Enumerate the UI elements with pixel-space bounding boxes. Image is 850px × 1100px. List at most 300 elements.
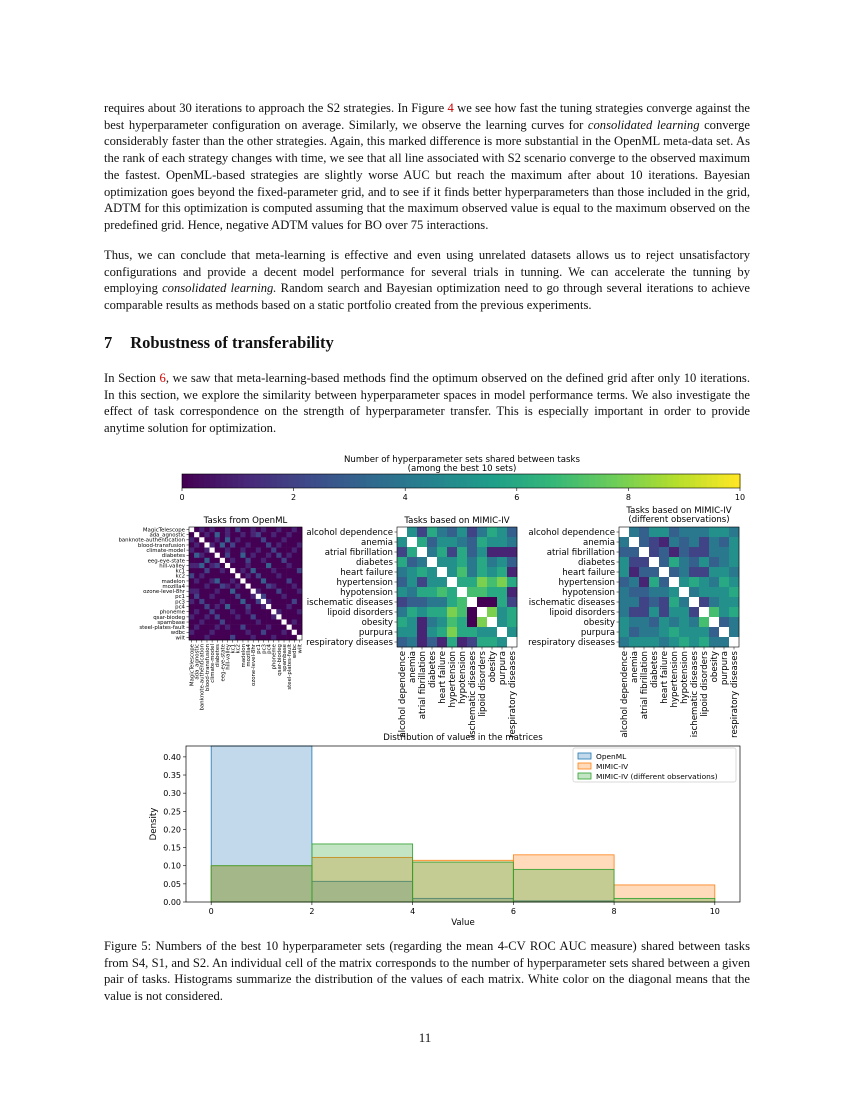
heatmap-openml-cell bbox=[261, 594, 266, 599]
heatmap-openml-cell bbox=[215, 589, 220, 594]
heatmap-openml-cell bbox=[225, 563, 230, 568]
heatmap-mimic-diff-cell bbox=[619, 567, 629, 577]
colorbar-segment bbox=[338, 474, 344, 488]
heatmap-openml-cell bbox=[210, 594, 215, 599]
heatmap-openml-cell bbox=[189, 614, 194, 619]
histogram-ytick-label: 0.00 bbox=[163, 898, 181, 907]
heatmap-openml-xlabel: pc3 bbox=[261, 644, 268, 654]
heatmap-mimic-cell bbox=[397, 577, 407, 587]
heatmap-openml-cell bbox=[251, 578, 256, 583]
heatmap-mimic-cell bbox=[417, 577, 427, 587]
heatmap-openml-cell bbox=[204, 537, 209, 542]
heatmap-openml-cell bbox=[189, 578, 194, 583]
heatmap-openml-cell bbox=[215, 584, 220, 589]
heatmap-openml-cell bbox=[225, 589, 230, 594]
heatmap-openml-cell bbox=[230, 619, 235, 624]
heatmap-mimic-cell bbox=[497, 557, 507, 567]
heatmap-mimic-diff-cell bbox=[629, 567, 639, 577]
heatmap-openml-cell bbox=[204, 548, 209, 553]
heatmap-mimic-diff-cell bbox=[699, 577, 709, 587]
heatmap-openml-cell bbox=[194, 635, 199, 640]
heatmap-openml-cell bbox=[210, 589, 215, 594]
heatmap-mimic-cell bbox=[447, 627, 457, 637]
heatmap-openml-cell bbox=[235, 604, 240, 609]
heatmap-openml-cell bbox=[215, 558, 220, 563]
heatmap-mimic-diff-cell bbox=[659, 597, 669, 607]
heatmap-mimic-xlabel: respiratory diseases bbox=[508, 651, 519, 738]
heatmap-openml-cell bbox=[199, 604, 204, 609]
heatmap-mimic-cell bbox=[417, 627, 427, 637]
heatmap-openml-ylabel: phoneme bbox=[159, 609, 185, 616]
heatmap-openml-cell bbox=[194, 553, 199, 558]
heatmap-openml-xlabel: steel-plates-fault bbox=[287, 644, 294, 690]
colorbar-segment bbox=[718, 474, 724, 488]
heatmap-openml-cell bbox=[271, 578, 276, 583]
heatmap-openml-cell bbox=[225, 604, 230, 609]
heatmap-openml-cell bbox=[235, 584, 240, 589]
heatmap-openml-cell bbox=[287, 630, 292, 635]
heatmap-mimic-ylabel: obesity bbox=[361, 618, 393, 629]
heatmap-openml-cell bbox=[194, 548, 199, 553]
heatmap-openml-cell bbox=[215, 542, 220, 547]
heatmap-mimic-diff-cell bbox=[649, 617, 659, 627]
heatmap-mimic-diff-cell bbox=[719, 577, 729, 587]
heatmap-mimic-cell bbox=[407, 617, 417, 627]
heatmap-openml-cell bbox=[210, 625, 215, 630]
heatmap-openml-cell bbox=[281, 542, 286, 547]
heatmap-openml-cell bbox=[287, 558, 292, 563]
heatmap-openml-cell bbox=[194, 542, 199, 547]
heatmap-openml-cell bbox=[215, 635, 220, 640]
colorbar-segment bbox=[640, 474, 646, 488]
heatmap-mimic-cell bbox=[457, 607, 467, 617]
heatmap-openml-xlabel: kc1 bbox=[230, 644, 237, 654]
heatmap-mimic-diff-ylabel: diabetes bbox=[578, 558, 615, 569]
colorbar-segment bbox=[333, 474, 339, 488]
heatmap-openml-cell bbox=[276, 614, 281, 619]
heatmap-openml-cell bbox=[199, 553, 204, 558]
heatmap-mimic-cell bbox=[487, 617, 497, 627]
heatmap-openml-cell bbox=[246, 584, 251, 589]
heatmap-openml-cell bbox=[276, 599, 281, 604]
heatmap-openml-cell bbox=[194, 584, 199, 589]
histogram-xtick-label: 0 bbox=[208, 907, 214, 916]
colorbar-segment bbox=[288, 474, 294, 488]
heatmap-openml-cell bbox=[251, 568, 256, 573]
heatmap-openml-cell bbox=[276, 568, 281, 573]
heatmap-mimic-diff-cell bbox=[679, 607, 689, 617]
heatmap-openml-cell bbox=[220, 589, 225, 594]
heatmap-mimic-cell bbox=[457, 597, 467, 607]
heatmap-mimic-diff-cell bbox=[649, 547, 659, 557]
heatmap-openml-cell bbox=[251, 635, 256, 640]
heatmap-openml-cell bbox=[271, 594, 276, 599]
heatmap-openml-cell bbox=[246, 635, 251, 640]
heatmap-openml-cell bbox=[276, 609, 281, 614]
colorbar-segment bbox=[433, 474, 439, 488]
legend-swatch bbox=[578, 773, 591, 779]
heatmap-mimic-diff-cell bbox=[719, 547, 729, 557]
heatmap-openml-cell bbox=[287, 625, 292, 630]
heatmap-mimic-cell bbox=[407, 527, 417, 537]
heatmap-openml-cell bbox=[210, 563, 215, 568]
heatmap-openml-cell bbox=[261, 568, 266, 573]
heatmap-mimic-diff-cell bbox=[619, 617, 629, 627]
heatmap-openml-xlabel: wdbc bbox=[292, 644, 299, 659]
heatmap-openml-cell bbox=[210, 599, 215, 604]
heatmap-mimic-diff-cell bbox=[679, 577, 689, 587]
heatmap-openml-cell bbox=[235, 548, 240, 553]
heatmap-openml-cell bbox=[246, 548, 251, 553]
colorbar-segment bbox=[534, 474, 540, 488]
heatmap-openml-cell bbox=[189, 532, 194, 537]
heatmap-openml-cell bbox=[225, 625, 230, 630]
colorbar-segment bbox=[316, 474, 322, 488]
heatmap-openml-ylabel: steel-plates-fault bbox=[139, 625, 185, 632]
heatmap-openml-cell bbox=[235, 589, 240, 594]
heatmap-mimic-diff-cell bbox=[729, 607, 739, 617]
heatmap-mimic-cell bbox=[507, 557, 517, 567]
heatmap-openml-cell bbox=[230, 548, 235, 553]
heatmap-openml-cell bbox=[220, 563, 225, 568]
heatmap-mimic-diff-ylabel: anemia bbox=[582, 538, 615, 549]
heatmap-openml-cell bbox=[225, 527, 230, 532]
heatmap-openml-cell bbox=[297, 589, 302, 594]
heatmap-mimic-diff-cell bbox=[729, 547, 739, 557]
heatmap-mimic-cell bbox=[407, 607, 417, 617]
heatmap-openml-cell bbox=[297, 594, 302, 599]
heatmap-openml-cell bbox=[204, 558, 209, 563]
heatmap-openml-cell bbox=[189, 589, 194, 594]
heatmap-openml-cell bbox=[225, 630, 230, 635]
heatmap-mimic-diff-cell bbox=[629, 627, 639, 637]
heatmap-mimic-diff-cell bbox=[689, 537, 699, 547]
page-number: 11 bbox=[418, 1030, 432, 1045]
heatmap-openml-cell bbox=[287, 568, 292, 573]
colorbar-segment bbox=[734, 474, 740, 488]
colorbar-tick-label: 6 bbox=[514, 493, 520, 502]
heatmap-mimic-cell bbox=[477, 587, 487, 597]
section-ref-link[interactable]: 6 bbox=[159, 371, 166, 385]
heatmap-mimic-diff-cell bbox=[619, 557, 629, 567]
heatmap-openml-ylabel: madelon bbox=[161, 578, 185, 585]
heatmap-mimic-diff-cell bbox=[699, 617, 709, 627]
heatmap-openml-cell bbox=[225, 553, 230, 558]
heatmap-openml-cell bbox=[261, 553, 266, 558]
heatmap-openml-cell bbox=[251, 527, 256, 532]
heatmap-openml-cell bbox=[281, 563, 286, 568]
colorbar-segment bbox=[444, 474, 450, 488]
heatmap-mimic-diff-cell bbox=[709, 557, 719, 567]
heatmap-mimic-diff-cell bbox=[669, 597, 679, 607]
heatmap-openml-cell bbox=[194, 563, 199, 568]
heatmap-mimic-diff-cell bbox=[649, 587, 659, 597]
heatmap-mimic-cell bbox=[397, 597, 407, 607]
heatmap-openml-cell bbox=[194, 558, 199, 563]
heatmap-openml-cell bbox=[287, 553, 292, 558]
colorbar-segment bbox=[422, 474, 428, 488]
heatmap-openml-ylabel: wdbc bbox=[170, 630, 185, 637]
heatmap-mimic-diff-cell bbox=[639, 587, 649, 597]
colorbar-segment bbox=[528, 474, 534, 488]
colorbar-segment bbox=[561, 474, 567, 488]
heatmap-openml-xlabel: diabetes bbox=[215, 644, 222, 668]
heatmap-openml-cell bbox=[292, 589, 297, 594]
heatmap-mimic-diff-cell bbox=[669, 577, 679, 587]
heatmap-openml-ylabel: ozone-level-8hr bbox=[143, 589, 185, 596]
heatmap-openml-cell bbox=[240, 558, 245, 563]
heatmap-openml-cell bbox=[251, 548, 256, 553]
heatmap-openml-cell bbox=[194, 630, 199, 635]
heatmap-openml-cell bbox=[292, 527, 297, 532]
heatmap-openml-cell bbox=[281, 548, 286, 553]
colorbar-segment bbox=[656, 474, 662, 488]
heatmap-mimic-cell bbox=[447, 617, 457, 627]
heatmap-openml-cell bbox=[230, 609, 235, 614]
paragraph-conclusion bbox=[104, 247, 750, 314]
heatmap-openml-cell bbox=[210, 542, 215, 547]
heatmap-mimic-diff-cell bbox=[649, 527, 659, 537]
heatmap-openml-cell bbox=[230, 573, 235, 578]
colorbar-segment bbox=[578, 474, 584, 488]
heatmap-mimic-diff-cell bbox=[679, 617, 689, 627]
heatmap-mimic-cell bbox=[447, 527, 457, 537]
heatmap-openml-cell bbox=[235, 614, 240, 619]
heatmap-openml-cell bbox=[292, 630, 297, 635]
heatmap-openml-cell bbox=[199, 532, 204, 537]
heatmap-mimic-cell bbox=[487, 587, 497, 597]
colorbar-segment bbox=[500, 474, 506, 488]
heatmap-openml-cell bbox=[204, 573, 209, 578]
colorbar-segment bbox=[182, 474, 188, 488]
heatmap-openml-cell bbox=[210, 584, 215, 589]
heatmap-openml-cell bbox=[251, 619, 256, 624]
heatmap-openml-cell bbox=[297, 563, 302, 568]
heatmap-mimic-diff-cell bbox=[659, 627, 669, 637]
colorbar-segment bbox=[243, 474, 249, 488]
heatmap-mimic-ylabel: ischematic diseases bbox=[306, 598, 393, 609]
heatmap-mimic-diff-cell bbox=[629, 607, 639, 617]
heatmap-mimic-cell bbox=[467, 547, 477, 557]
colorbar-segment bbox=[199, 474, 205, 488]
heatmap-openml-cell bbox=[256, 635, 261, 640]
colorbar-segment bbox=[723, 474, 729, 488]
colorbar-segment bbox=[539, 474, 545, 488]
colorbar-segment bbox=[729, 474, 735, 488]
heatmap-openml-cell bbox=[204, 594, 209, 599]
heatmap-openml-cell bbox=[230, 625, 235, 630]
heatmap-openml-cell bbox=[266, 553, 271, 558]
heatmap-openml-ylabel: kc2 bbox=[175, 573, 185, 580]
colorbar-segment bbox=[623, 474, 629, 488]
heatmap-mimic-diff-ylabel: hypotension bbox=[562, 588, 615, 599]
heatmap-mimic-cell bbox=[427, 537, 437, 547]
colorbar-segment bbox=[589, 474, 595, 488]
heatmap-openml-cell bbox=[292, 584, 297, 589]
heatmap-mimic-cell bbox=[487, 567, 497, 577]
heatmap-openml-cell bbox=[240, 614, 245, 619]
heatmap-openml-cell bbox=[281, 619, 286, 624]
heatmap-mimic-diff-cell bbox=[719, 617, 729, 627]
heatmap-mimic-diff-cell bbox=[659, 557, 669, 567]
heatmap-openml-cell bbox=[189, 558, 194, 563]
heatmap-mimic-diff-cell bbox=[719, 557, 729, 567]
heatmap-openml-cell bbox=[220, 614, 225, 619]
heatmap-openml-cell bbox=[225, 584, 230, 589]
heatmap-openml-cell bbox=[235, 630, 240, 635]
heatmap-openml-cell bbox=[189, 635, 194, 640]
heatmap-openml-xlabel: climate-model bbox=[210, 644, 217, 683]
figure-ref-link[interactable]: 4 bbox=[447, 101, 454, 115]
heatmap-mimic-diff-cell bbox=[679, 557, 689, 567]
heatmap-mimic-cell bbox=[507, 587, 517, 597]
heatmap-openml-cell bbox=[204, 609, 209, 614]
heatmap-openml-cell bbox=[199, 578, 204, 583]
heatmap-openml-cell bbox=[281, 537, 286, 542]
colorbar-segment bbox=[483, 474, 489, 488]
colorbar-segment bbox=[238, 474, 244, 488]
heatmap-mimic-diff-ylabel: purpura bbox=[580, 628, 615, 639]
heatmap-openml-cell bbox=[256, 558, 261, 563]
heatmap-mimic-cell bbox=[437, 537, 447, 547]
heatmap-mimic-cell bbox=[427, 547, 437, 557]
heatmap-openml-cell bbox=[292, 542, 297, 547]
heatmap-mimic-diff-cell bbox=[669, 547, 679, 557]
colorbar-segment bbox=[461, 474, 467, 488]
heatmap-mimic-xlabel: heart failure bbox=[438, 651, 449, 704]
heatmap-openml-cell bbox=[266, 589, 271, 594]
heatmap-mimic-diff-cell bbox=[649, 607, 659, 617]
heatmap-openml-cell bbox=[251, 594, 256, 599]
p3-text-a: In Section bbox=[104, 371, 160, 385]
heatmap-mimic-diff-xlabel: respiratory diseases bbox=[730, 651, 741, 738]
heatmap-openml-cell bbox=[297, 553, 302, 558]
heatmap-openml-cell bbox=[297, 635, 302, 640]
heatmap-mimic-cell bbox=[417, 597, 427, 607]
heatmap-openml-cell bbox=[225, 609, 230, 614]
heatmap-mimic-diff-cell bbox=[679, 527, 689, 537]
heatmap-openml-cell bbox=[215, 537, 220, 542]
heatmap-openml-cell bbox=[215, 619, 220, 624]
heatmap-openml-cell bbox=[240, 563, 245, 568]
heatmap-openml-cell bbox=[297, 542, 302, 547]
heatmap-openml-cell bbox=[287, 614, 292, 619]
heatmap-mimic-ylabel: hypertension bbox=[336, 578, 393, 589]
heatmap-mimic-xlabel: atrial fibrillation bbox=[418, 651, 429, 720]
heatmap-openml-cell bbox=[194, 619, 199, 624]
colorbar-segment bbox=[388, 474, 394, 488]
heatmap-mimic-diff-ylabel: lipoid disorders bbox=[549, 608, 615, 619]
heatmap-mimic-cell bbox=[397, 537, 407, 547]
heatmap-mimic-diff-ylabel: atrial fibrillation bbox=[546, 548, 615, 559]
heatmap-openml-cell bbox=[230, 532, 235, 537]
heatmap-openml-cell bbox=[276, 584, 281, 589]
heatmap-mimic-diff-cell bbox=[699, 547, 709, 557]
heatmap-mimic-cell bbox=[417, 587, 427, 597]
heatmap-mimic-cell bbox=[477, 537, 487, 547]
colorbar-segment bbox=[679, 474, 685, 488]
heatmap-mimic-diff-cell bbox=[619, 607, 629, 617]
heatmap-mimic-diff-subtitle: (different observations) bbox=[628, 515, 730, 525]
heatmap-mimic-cell bbox=[447, 567, 457, 577]
histogram-ytick-label: 0.20 bbox=[163, 825, 181, 835]
heatmap-openml-cell bbox=[210, 532, 215, 537]
heatmap-openml-cell bbox=[271, 599, 276, 604]
heatmap-openml-cell bbox=[210, 630, 215, 635]
heatmap-openml-cell bbox=[230, 537, 235, 542]
heatmap-mimic-cell bbox=[507, 607, 517, 617]
heatmap-mimic-diff-cell bbox=[709, 627, 719, 637]
heatmap-mimic-cell bbox=[477, 527, 487, 537]
heatmap-openml-cell bbox=[297, 578, 302, 583]
heatmap-openml-cell bbox=[292, 568, 297, 573]
colorbar-segment bbox=[227, 474, 233, 488]
heatmap-openml-cell bbox=[215, 553, 220, 558]
colorbar-segment bbox=[193, 474, 199, 488]
paragraph-section-intro bbox=[104, 370, 750, 437]
colorbar-segment bbox=[450, 474, 456, 488]
colorbar-segment bbox=[383, 474, 389, 488]
legend-swatch bbox=[578, 753, 591, 759]
heatmap-openml-cell bbox=[215, 630, 220, 635]
heatmap-mimic-diff-xlabel: hypertension bbox=[670, 651, 681, 708]
heatmap-mimic-diff-cell bbox=[639, 547, 649, 557]
heatmap-openml-cell bbox=[261, 537, 266, 542]
heatmap-mimic-cell bbox=[407, 587, 417, 597]
heatmap-mimic-cell bbox=[397, 527, 407, 537]
heatmap-mimic-cell bbox=[447, 557, 457, 567]
colorbar-segment bbox=[255, 474, 261, 488]
heatmap-openml-cell bbox=[220, 573, 225, 578]
heatmap-openml-cell bbox=[292, 553, 297, 558]
heatmap-openml-cell bbox=[251, 609, 256, 614]
heatmap-mimic-cell bbox=[487, 627, 497, 637]
heatmap-mimic-cell bbox=[467, 567, 477, 577]
colorbar-segment bbox=[327, 474, 333, 488]
heatmap-mimic-diff-cell bbox=[709, 527, 719, 537]
heatmap-openml-cell bbox=[215, 573, 220, 578]
heatmap-openml-cell bbox=[276, 630, 281, 635]
heatmap-openml-cell bbox=[225, 573, 230, 578]
heatmap-mimic-cell bbox=[467, 607, 477, 617]
heatmap-openml-cell bbox=[215, 599, 220, 604]
heatmap-openml-cell bbox=[246, 558, 251, 563]
heatmap-openml-cell bbox=[240, 542, 245, 547]
heatmap-mimic-cell bbox=[417, 617, 427, 627]
heatmap-openml-cell bbox=[266, 614, 271, 619]
heatmap-openml-cell bbox=[204, 599, 209, 604]
heatmap-openml-cell bbox=[230, 568, 235, 573]
heatmap-mimic-cell bbox=[427, 587, 437, 597]
heatmap-mimic-cell bbox=[477, 557, 487, 567]
heatmap-mimic-diff-cell bbox=[719, 527, 729, 537]
heatmap-mimic-cell bbox=[407, 567, 417, 577]
heatmap-openml-cell bbox=[210, 614, 215, 619]
heatmap-mimic-diff-cell bbox=[619, 537, 629, 547]
heatmap-openml-xlabel: pc1 bbox=[256, 644, 263, 654]
heatmap-openml-cell bbox=[261, 619, 266, 624]
heatmap-mimic-cell bbox=[467, 527, 477, 537]
heatmap-mimic-cell bbox=[457, 567, 467, 577]
heatmap-openml-cell bbox=[235, 573, 240, 578]
colorbar-segment bbox=[472, 474, 478, 488]
heatmap-openml-ylabel: climate-model bbox=[146, 548, 185, 555]
heatmap-openml-cell bbox=[194, 578, 199, 583]
heatmap-mimic-xlabel: lipoid disorders bbox=[478, 651, 489, 717]
histogram-title: Distribution of values in the matrices bbox=[383, 733, 543, 743]
heatmap-openml-cell bbox=[271, 573, 276, 578]
heatmap-mimic-diff-cell bbox=[689, 587, 699, 597]
